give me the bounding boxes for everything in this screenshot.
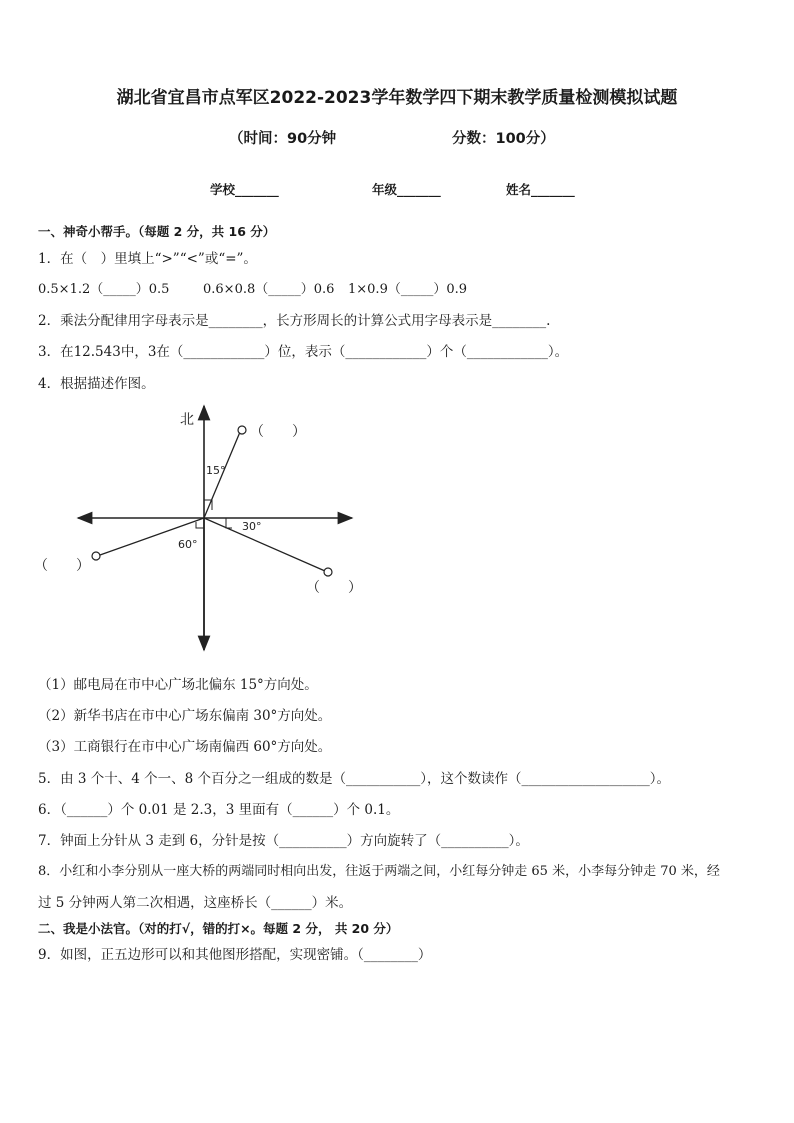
angle-30-label: 30° — [242, 520, 262, 533]
question-1: 1．在（ ）里填上“>”“<”或“=”。 — [38, 251, 257, 267]
question-7[interactable]: 7．钟面上分针从 3 走到 6，分针是按（__________）方向旋转了（__________）。 — [38, 833, 529, 849]
question-4-sub-1: （1）邮电局在市中心广场北偏东 15°方向处。 — [38, 677, 318, 693]
exam-time: （时间：90分钟 — [229, 131, 337, 147]
angle-15-label: 15° — [206, 464, 226, 477]
exam-score: 分数：100分） — [452, 131, 555, 147]
section-1-heading: 一、神奇小帮手。（每题 2 分，共 16 分） — [38, 224, 276, 239]
page-title: 湖北省宜昌市点军区2022-2023学年数学四下期末教学质量检测模拟试题 — [116, 88, 678, 108]
point-bookstore-icon — [324, 568, 332, 576]
question-4-sub-3: （3）工商银行在市中心广场南偏西 60°方向处。 — [38, 739, 332, 755]
question-8-line-1: 8．小红和小李分别从一座大桥的两端同时相向出发，往返于两端之间，小红每分钟走 65 米，小李每分钟走 70 米，经 — [38, 864, 720, 879]
question-4: 4．根据描述作图。 — [38, 376, 155, 392]
question-2[interactable]: 2．乘法分配律用字母表示是________，长方形周长的计算公式用字母表示是________. — [38, 313, 551, 329]
angle-mark-east — [226, 518, 232, 528]
question-1-item-b[interactable]: 0.6×0.8（_____）0.6 — [203, 282, 335, 297]
school-field[interactable]: 学校_______ — [210, 182, 279, 197]
direction-diagram — [30, 400, 370, 662]
question-4-sub-2: （2）新华书店在市中心广场东偏南 30°方向处。 — [38, 708, 332, 724]
section-2-heading: 二、我是小法官。（对的打√，错的打×。每题 2 分， 共 20 分） — [38, 921, 399, 936]
answer-paren-north[interactable]: （ ） — [250, 424, 306, 440]
point-post-office-icon — [238, 426, 246, 434]
north-label: 北 — [180, 412, 194, 428]
question-1-item-c[interactable]: 1×0.9（_____）0.9 — [348, 282, 468, 297]
question-9[interactable]: 9．如图，正五边形可以和其他图形搭配，实现密铺。（________） — [38, 947, 432, 963]
point-bank-icon — [92, 552, 100, 560]
question-6[interactable]: 6．（______）个 0.01 是 2.3，3 里面有（______）个 0.1。 — [38, 802, 400, 818]
ray-east-south — [204, 518, 325, 571]
question-5[interactable]: 5．由 3 个十、4 个一、8 个百分之一组成的数是（___________），这个数读作（___________________）。 — [38, 771, 671, 787]
question-3[interactable]: 3．在12.543中，3在（____________）位，表示（____________）个（____________）。 — [38, 344, 569, 360]
question-8-line-2[interactable]: 过 5 分钟两人第二次相遇，这座桥长（______）米。 — [38, 895, 353, 911]
grade-field[interactable]: 年级_______ — [372, 182, 441, 197]
angle-mark-south — [196, 522, 204, 528]
angle-60-label: 60° — [178, 538, 198, 551]
answer-paren-southeast[interactable]: （ ） — [306, 580, 362, 596]
question-1-item-a[interactable]: 0.5×1.2（_____）0.5 — [38, 282, 170, 297]
answer-paren-southwest[interactable]: （ ） — [34, 558, 90, 574]
name-field[interactable]: 姓名_______ — [506, 182, 575, 197]
